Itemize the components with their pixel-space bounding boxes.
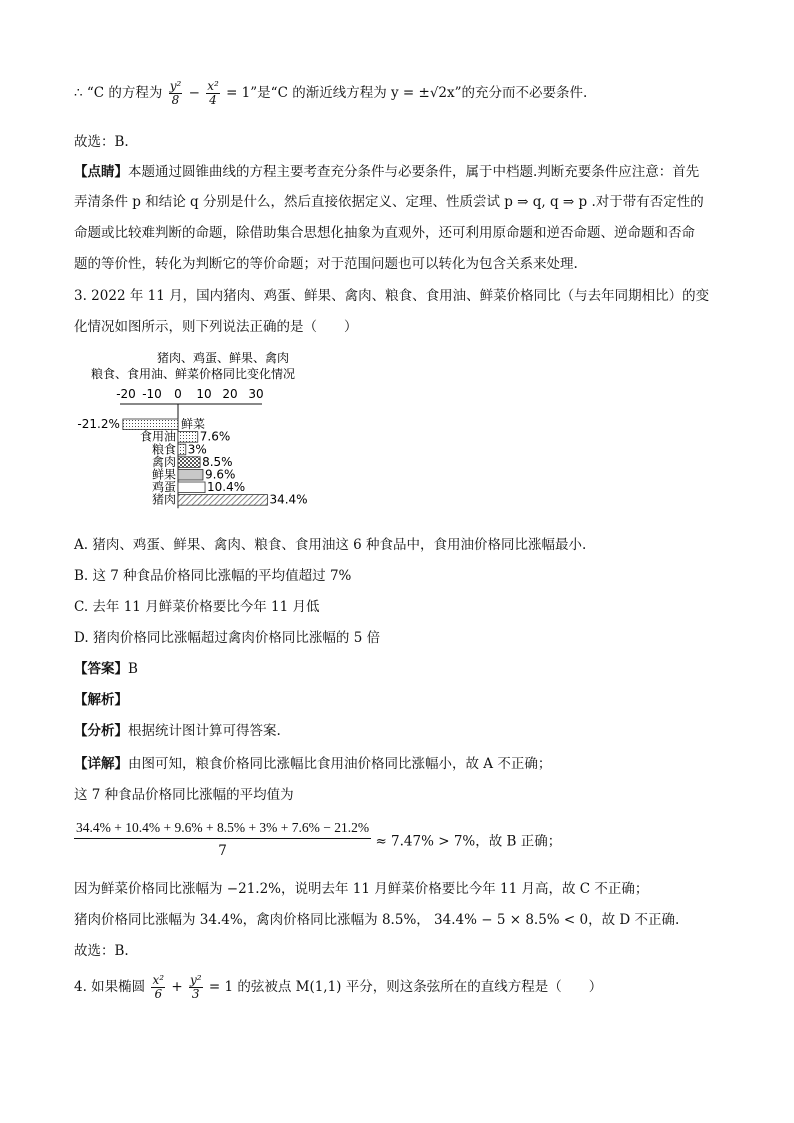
average-denominator: 7: [218, 843, 227, 859]
chart-tick-label: 10: [196, 387, 212, 401]
average-result: ≈ 7.47% > 7%，故 B 正确；: [375, 833, 562, 850]
q3-detail-2: 这 7 种食品价格同比涨幅的平均值为: [74, 787, 294, 803]
chart-value-label: 10.4%: [207, 480, 246, 495]
q2-comment-line-2: 弄清条件 p 和结论 q 分别是什么，然后直接依据定义、定理、性质尝试 p ⇒ q, q ⇒ p .对于带有否定性的: [74, 194, 704, 210]
chart-value-label: 8.5%: [202, 454, 233, 469]
chart-category-label: 鲜菜: [181, 417, 206, 432]
q2-choice: 故选：B.: [74, 134, 129, 150]
q3-stem-line-2: 化情况如图所示，则下列说法正确的是（ ）: [74, 319, 358, 335]
q3-detail-4: 猪肉价格同比涨幅为 34.4%，禽肉价格同比涨幅为 8.5%， 34.4% − 5 × 8.5% < 0，故 D 不正确.: [74, 912, 680, 928]
q2-comment-line-3: 命题或比较难判断的命题，除借助集合思想化抽象为直观外，还可利用原命题和逆否命题、逆命题和否命: [74, 225, 695, 241]
chart-value-label: 9.6%: [204, 467, 236, 482]
chart-bar: [178, 495, 267, 506]
chart-value-label: 34.4%: [269, 492, 308, 507]
chart-category-label: 禽肉: [151, 454, 176, 469]
q2-comment-line-1: 【点睛】本题通过圆锥曲线的方程主要考查充分条件与必要条件，属于中档题.判断充要条件应注意：首先: [74, 164, 700, 180]
chart-category-label: 粮食: [151, 442, 176, 457]
chart-bar: [123, 419, 178, 430]
fraction-x2-over-4: $\frac{\text{x²}}{4}$: [207, 79, 219, 107]
chart-category-label: 食用油: [139, 429, 176, 444]
chart-tick-label: 30: [248, 387, 264, 401]
q2-conclusion-prefix: ∴ “C 的方程为: [74, 85, 163, 101]
q3-detail-3: 因为鲜菜价格同比涨幅为 −21.2%，说明去年 11 月鲜菜价格要比今年 11 月高，故 C 不正确；: [74, 881, 649, 897]
price-change-chart-svg: [60, 348, 360, 528]
q3-option-d: D. 猪肉价格同比涨幅超过禽肉价格同比涨幅的 5 倍: [74, 630, 381, 646]
chart-bar: [178, 482, 205, 493]
q3-analysis-tag: 【解析】: [74, 692, 128, 708]
q3-option-c: C. 去年 11 月鲜菜价格要比今年 11 月低: [74, 599, 320, 615]
chart-category-label: 鸡蛋: [151, 480, 176, 495]
q2-conclusion-line: ∴ “C 的方程为 $\frac{\text{y²}}{8}$ − $\frac{\text{x²}}{4}$ = 1”是“C 的渐近线方程为 y = ±√2x”的充分而不必要条件.: [74, 79, 588, 107]
chart-bar: [178, 444, 186, 455]
q2-conclusion-suffix: = 1”是“C 的渐近线方程为 y = ±√2x”的充分而不必要条件.: [226, 85, 588, 101]
chart-category-label: 猪肉: [151, 492, 176, 507]
fraction-y2-over-3: $\frac{\text{y²}}{3}$: [189, 973, 202, 1001]
chart-value-label: 3%: [187, 442, 207, 457]
chart-bar: [178, 469, 203, 480]
chart-tick-label: -10: [142, 387, 162, 401]
chart-bar: [178, 457, 200, 468]
chart-value-label: -21.2%: [77, 417, 120, 432]
q3-option-b: B. 这 7 种食品价格同比涨幅的平均值超过 7%: [74, 568, 352, 584]
average-fraction: [74, 820, 561, 859]
chart-tick-label: 0: [174, 387, 182, 401]
chart-title-line-2: 粮食、食用油、鲜菜价格同比变化情况: [90, 367, 296, 381]
q2-comment-line-4: 题的等价性，转化为判断它的等价命题；对于范围问题也可以转化为包含关系来处理.: [74, 256, 578, 272]
chart-value-label: 7.6%: [199, 429, 231, 444]
q3-choice: 故选：B.: [74, 943, 129, 959]
chart-bar: [178, 432, 198, 443]
chart-title-line-1: 猪肉、鸡蛋、鲜果、禽肉: [156, 351, 290, 365]
q4-stem: 4. 如果椭圆 $\frac{\text{x²}}{6}$ + $\frac{\text{y²}}{3}$ = 1 的弦被点 M(1,1) 平分，则这条弦所在的直线方程是（ ）: [74, 973, 603, 1001]
chart-tick-label: -20: [116, 387, 136, 401]
price-change-chart: [60, 348, 360, 528]
average-numerator: 34.4% + 10.4% + 9.6% + 8.5% + 3% + 7.6% − 21.2%: [74, 820, 371, 839]
q3-option-a: A. 猪肉、鸡蛋、鲜果、禽肉、粮食、食用油这 6 种食品中，食用油价格同比涨幅最小.: [74, 537, 587, 553]
q3-detail-1: 【详解】由图可知，粮食价格同比涨幅比食用油价格同比涨幅小，故 A 不正确；: [74, 756, 552, 772]
q3-answer: 【答案】B: [74, 661, 138, 677]
chart-category-label: 鲜果: [151, 467, 176, 482]
q3-stem-line-1: 3. 2022 年 11 月，国内猪肉、鸡蛋、鲜果、禽肉、粮食、食用油、鲜菜价格同比（与去年同期相比）的变: [74, 288, 710, 304]
fraction-y2-over-8: $\frac{\text{y²}}{8}$: [169, 79, 182, 107]
chart-tick-label: 20: [222, 387, 238, 401]
q3-fenxi: 【分析】根据统计图计算可得答案.: [74, 723, 281, 739]
fraction-x2-over-6: $\frac{\text{x²}}{6}$: [152, 973, 165, 1001]
